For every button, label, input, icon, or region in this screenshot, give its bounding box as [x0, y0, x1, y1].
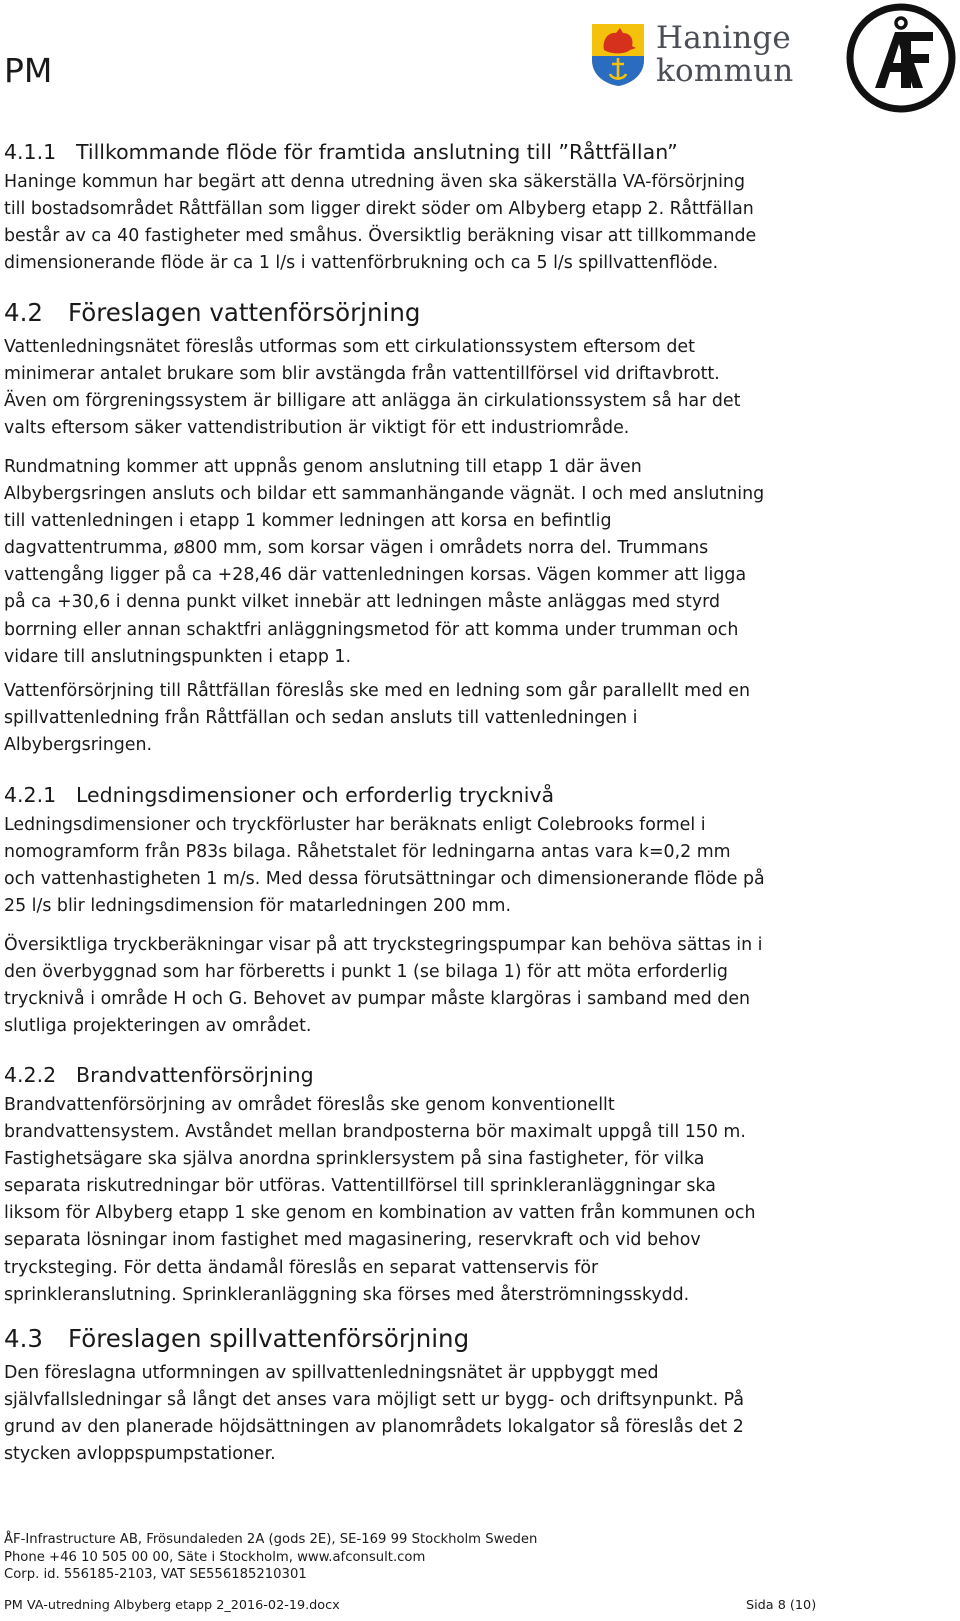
section-title: Ledningsdimensioner och erforderlig trycknivå [76, 783, 555, 807]
haninge-logo-line2: kommun [656, 53, 794, 89]
section-title: Föreslagen vattenförsörjning [68, 298, 421, 327]
section-heading-4-3 [4, 1322, 944, 1356]
footer-company-address: ÅF-Infrastructure AB, Frösundaleden 2A (gods 2E), SE-169 99 Stockholm Sweden Phone +46 10 505 00 00, Säte i Stockholm, www.afconsult.com Corp. id. 556185-2103, VAT SE556185210301 [4, 1532, 538, 1583]
paragraph-ring-feed: Rundmatning kommer att uppnås genom anslutning till etapp 1 där även Albybergsringen ansluts och bildar ett sammanhängande vägnät. I och med anslutning till vattenledningen i etapp 1 kommer ledningen att korsa en befintlig dagvattentrumma, ø800 mm, som korsar vägen i områdets norra del. Trummans vattengång ligger på ca +28,46 där vattenledningen korsas. Vägen kommer att ligga på ca +30,6 i denna punkt vilket innebär att ledningen måste anläggas med styrd borrning eller annan schaktfri anläggningsmetod för att komma under trumman och vidare till anslutningspunkten i etapp 1. [4, 457, 765, 667]
section-title: Tillkommande flöde för framtida anslutning till ”Råttfällan” [76, 140, 678, 164]
haninge-shield-icon [590, 22, 646, 88]
document-type-label: PM [4, 51, 53, 90]
section-number: 4.2.1 [4, 783, 57, 807]
haninge-logo-text [656, 22, 793, 88]
footer-page-number: Sida 8 (10) [746, 1598, 817, 1613]
haninge-kommun-logo [590, 22, 805, 92]
paragraph-rattfallan-supply: Vattenförsörjning till Råttfällan föreslås ske med en ledning som går parallellt med en spillvattenledning från Råttfällan och sedan ansluts till vattenledningen i Albybergsringen. [4, 681, 751, 756]
paragraph-pipe-dimensions: Ledningsdimensioner och tryckförluster har beräknats enligt Colebrooks formel i nomogramform från P83s bilaga. Råhetstalet för ledningarna antas vara k=0,2 mm och vattenhastigheten 1 m/s. Med dessa förutsättningar och dimensionerande flöde på 25 l/s blir ledningsdimension för matarledningen 200 mm. [4, 815, 765, 917]
af-logo-icon [845, 2, 957, 114]
section-number: 4.1.1 [4, 140, 57, 164]
section-heading-4-2-1 [4, 780, 944, 810]
section-number: 4.3 [4, 1324, 43, 1353]
paragraph-circulation-system: Vattenledningsnätet föreslås utformas som ett cirkulationssystem eftersom det minimerar antalet brukare som blir avstängda från vattentillförsel vid driftavbrott. Även om förgreningssystem är billigare att anlägga än cirkulationssystem så har det valts eftersom säker vattendistribution är viktigt för ett industriområde. [4, 337, 741, 439]
paragraph-rattfallan-flow: Haninge kommun har begärt att denna utredning även ska säkerställa VA-försörjning till bostadsområdet Råttfällan som ligger direkt söder om Albyberg etapp 2. Råttfällan består av ca 40 fastigheter med småhus. Översiktlig beräkning visar att tillkommande dimensionerande flöde är ca 1 l/s i vattenförbrukning och ca 5 l/s spillvattenflöde. [4, 172, 757, 274]
paragraph-fire-water: Brandvattenförsörjning av området föreslås ske genom konventionellt brandvattensystem. Avståndet mellan brandposterna bör maximalt uppgå till 150 m. Fastighetsägare ska själva anordna sprinklersystem på sina fastigheter, för vilka separata riskutredningar bör utföras. Vattentillförsel till sprinkleranläggningar ska liksom för Albyberg etapp 1 ske genom en kombination av vatten från kommunen och separata lösningar inom fastighet med magasinering, reservkraft och vid behov trycksteging. För detta ändamål föreslås en separat vattenservis för sprinkleranslutning. Sprinkleranläggning ska förses med återströmningsskydd. [4, 1095, 756, 1305]
section-heading-4-1-1 [4, 137, 944, 167]
footer-filename: PM VA-utredning Albyberg etapp 2_2016-02-19.docx [4, 1598, 340, 1613]
section-number: 4.2.2 [4, 1063, 57, 1087]
paragraph-wastewater: Den föreslagna utformningen av spillvattenledningsnätet är uppbyggt med självfallsledningar så långt det anses vara möjligt sett ur bygg- och driftsynpunkt. På grund av den planerade höjdsättningen av planområdets lokalgator så föreslås det 2 stycken avloppspumpstationer. [4, 1363, 745, 1465]
section-title: Föreslagen spillvattenförsörjning [68, 1324, 470, 1353]
section-heading-4-2 [4, 296, 944, 330]
section-number: 4.2 [4, 298, 43, 327]
section-heading-4-2-2 [4, 1060, 944, 1090]
paragraph-pressure-calculations: Översiktliga tryckberäkningar visar på att tryckstegringspumpar kan behöva sättas in i den överbyggnad som har förberetts i punkt 1 (se bilaga 1) för att möta erforderlig trycknivå i område H och G. Behovet av pumpar måste klargöras i samband med den slutliga projekteringen av området. [4, 935, 763, 1037]
haninge-logo-line1: Haninge [656, 20, 791, 56]
section-title: Brandvattenförsörjning [76, 1063, 314, 1087]
